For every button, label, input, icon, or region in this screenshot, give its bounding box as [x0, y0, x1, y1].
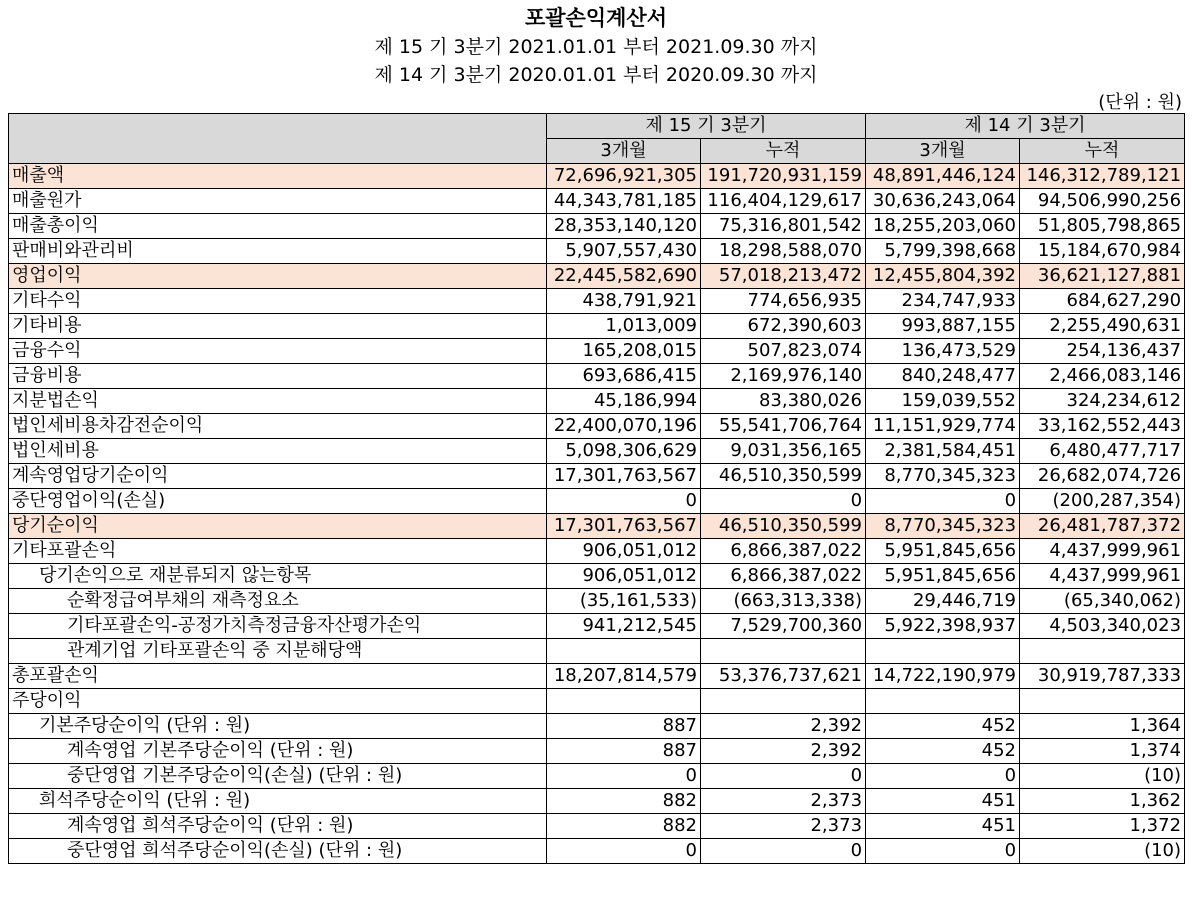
- value-cell: 2,255,490,631: [1020, 314, 1185, 339]
- income-statement-table: [8, 113, 1185, 864]
- table-row: [9, 689, 1185, 714]
- row-label: 당기순이익: [9, 514, 547, 539]
- table-row: [9, 189, 1185, 214]
- value-cell: 191,720,931,159: [701, 164, 866, 189]
- value-cell: [1020, 689, 1185, 714]
- prior-period: 제 14 기 3분기 2020.01.01 부터 2020.09.30 까지: [374, 64, 818, 86]
- row-label: 주당이익: [9, 689, 547, 714]
- table-row: [9, 289, 1185, 314]
- row-label: 계속영업 희석주당순이익 (단위 : 원): [9, 814, 547, 839]
- value-cell: 1,374: [1020, 739, 1185, 764]
- value-cell: 14,722,190,979: [866, 664, 1020, 689]
- table-row: [9, 439, 1185, 464]
- row-label: 중단영업 기본주당순이익(손실) (단위 : 원): [9, 764, 547, 789]
- value-cell: 882: [547, 789, 701, 814]
- value-cell: 2,381,584,451: [866, 439, 1020, 464]
- row-label: 총포괄손익: [9, 664, 547, 689]
- value-cell: (663,313,338): [701, 589, 866, 614]
- value-cell: 83,380,026: [701, 389, 866, 414]
- value-cell: 2,392: [701, 739, 866, 764]
- value-cell: 44,343,781,185: [547, 189, 701, 214]
- value-cell: 53,376,737,621: [701, 664, 866, 689]
- value-cell: 18,255,203,060: [866, 214, 1020, 239]
- value-cell: 2,466,083,146: [1020, 364, 1185, 389]
- value-cell: 12,455,804,392: [866, 264, 1020, 289]
- current-period: 제 15 기 3분기 2021.01.01 부터 2021.09.30 까지: [374, 36, 818, 58]
- value-cell: 5,907,557,430: [547, 239, 701, 264]
- group-header-current: 제 15 기 3분기: [547, 114, 866, 139]
- value-cell: 75,316,801,542: [701, 214, 866, 239]
- row-label: 매출원가: [9, 189, 547, 214]
- value-cell: 29,446,719: [866, 589, 1020, 614]
- table-row: [9, 589, 1185, 614]
- value-cell: 5,951,845,656: [866, 539, 1020, 564]
- table-row: [9, 464, 1185, 489]
- value-cell: [547, 689, 701, 714]
- value-cell: 882: [547, 814, 701, 839]
- value-cell: 36,621,127,881: [1020, 264, 1185, 289]
- table-row: [9, 339, 1185, 364]
- value-cell: 684,627,290: [1020, 289, 1185, 314]
- value-cell: [866, 639, 1020, 664]
- row-label: 기타수익: [9, 289, 547, 314]
- value-cell: 26,682,074,726: [1020, 464, 1185, 489]
- value-cell: 18,298,588,070: [701, 239, 866, 264]
- group-header-prior: 제 14 기 3분기: [866, 114, 1185, 139]
- table-row: [9, 839, 1185, 864]
- value-cell: 4,503,340,023: [1020, 614, 1185, 639]
- value-cell: 672,390,603: [701, 314, 866, 339]
- value-cell: 51,805,798,865: [1020, 214, 1185, 239]
- value-cell: 5,799,398,668: [866, 239, 1020, 264]
- value-cell: [1020, 639, 1185, 664]
- row-label: 지분법손익: [9, 389, 547, 414]
- value-cell: 159,039,552: [866, 389, 1020, 414]
- value-cell: 4,437,999,961: [1020, 564, 1185, 589]
- value-cell: 906,051,012: [547, 564, 701, 589]
- value-cell: 5,951,845,656: [866, 564, 1020, 589]
- value-cell: [547, 639, 701, 664]
- table-row: [9, 614, 1185, 639]
- value-cell: [701, 639, 866, 664]
- value-cell: 0: [547, 839, 701, 864]
- value-cell: 28,353,140,120: [547, 214, 701, 239]
- value-cell: 72,696,921,305: [547, 164, 701, 189]
- row-label: 매출총이익: [9, 214, 547, 239]
- value-cell: 438,791,921: [547, 289, 701, 314]
- value-cell: 11,151,929,774: [866, 414, 1020, 439]
- value-cell: 324,234,612: [1020, 389, 1185, 414]
- row-label: 금융비용: [9, 364, 547, 389]
- value-cell: 887: [547, 714, 701, 739]
- value-cell: 26,481,787,372: [1020, 514, 1185, 539]
- row-label: 관계기업 기타포괄손익 중 지분해당액: [9, 639, 547, 664]
- table-row: [9, 639, 1185, 664]
- table-row: [9, 239, 1185, 264]
- row-label: 중단영업 희석주당순이익(손실) (단위 : 원): [9, 839, 547, 864]
- row-label: 계속영업당기순이익: [9, 464, 547, 489]
- value-cell: 6,866,387,022: [701, 564, 866, 589]
- row-label: 판매비와관리비: [9, 239, 547, 264]
- value-cell: (35,161,533): [547, 589, 701, 614]
- value-cell: 6,480,477,717: [1020, 439, 1185, 464]
- value-cell: 0: [547, 764, 701, 789]
- value-cell: 254,136,437: [1020, 339, 1185, 364]
- table-row: [9, 539, 1185, 564]
- row-label: 법인세비용차감전순이익: [9, 414, 547, 439]
- table-row: [9, 164, 1185, 189]
- table-row: [9, 739, 1185, 764]
- row-label: 금융수익: [9, 339, 547, 364]
- value-cell: [866, 689, 1020, 714]
- table-row: [9, 564, 1185, 589]
- table-row: [9, 214, 1185, 239]
- value-cell: 94,506,990,256: [1020, 189, 1185, 214]
- value-cell: 57,018,213,472: [701, 264, 866, 289]
- value-cell: 0: [701, 764, 866, 789]
- value-cell: 2,373: [701, 789, 866, 814]
- table-row: [9, 414, 1185, 439]
- value-cell: 0: [547, 489, 701, 514]
- value-cell: 30,636,243,064: [866, 189, 1020, 214]
- value-cell: 452: [866, 714, 1020, 739]
- table-row: [9, 714, 1185, 739]
- table-row: [9, 314, 1185, 339]
- value-cell: (10): [1020, 764, 1185, 789]
- value-cell: 4,437,999,961: [1020, 539, 1185, 564]
- value-cell: 1,362: [1020, 789, 1185, 814]
- unit-label: (단위 : 원): [1098, 92, 1182, 113]
- value-cell: (10): [1020, 839, 1185, 864]
- value-cell: 1,372: [1020, 814, 1185, 839]
- value-cell: 165,208,015: [547, 339, 701, 364]
- value-cell: 452: [866, 739, 1020, 764]
- value-cell: 941,212,545: [547, 614, 701, 639]
- row-label: 법인세비용: [9, 439, 547, 464]
- statement-title: 포괄손익계산서: [524, 6, 667, 30]
- value-cell: 5,098,306,629: [547, 439, 701, 464]
- subcol-header: 누적: [1020, 139, 1185, 164]
- value-cell: (200,287,354): [1020, 489, 1185, 514]
- value-cell: 0: [701, 489, 866, 514]
- table-row: [9, 764, 1185, 789]
- row-label: 기타포괄손익-공정가치측정금융자산평가손익: [9, 614, 547, 639]
- value-cell: 33,162,552,443: [1020, 414, 1185, 439]
- value-cell: 46,510,350,599: [701, 464, 866, 489]
- value-cell: 234,747,933: [866, 289, 1020, 314]
- row-label: 중단영업이익(손실): [9, 489, 547, 514]
- table-row: [9, 664, 1185, 689]
- row-label: 매출액: [9, 164, 547, 189]
- table-row: [9, 489, 1185, 514]
- value-cell: 18,207,814,579: [547, 664, 701, 689]
- value-cell: 887: [547, 739, 701, 764]
- value-cell: 2,392: [701, 714, 866, 739]
- value-cell: 0: [701, 839, 866, 864]
- row-label: 당기손익으로 재분류되지 않는항목: [9, 564, 547, 589]
- value-cell: 17,301,763,567: [547, 464, 701, 489]
- value-cell: 146,312,789,121: [1020, 164, 1185, 189]
- subcol-header: 3개월: [547, 139, 701, 164]
- value-cell: 9,031,356,165: [701, 439, 866, 464]
- value-cell: 15,184,670,984: [1020, 239, 1185, 264]
- subcol-header: 3개월: [866, 139, 1020, 164]
- value-cell: 5,922,398,937: [866, 614, 1020, 639]
- row-label: 희석주당순이익 (단위 : 원): [9, 789, 547, 814]
- value-cell: 22,400,070,196: [547, 414, 701, 439]
- value-cell: 8,770,345,323: [866, 464, 1020, 489]
- table-row: [9, 264, 1185, 289]
- row-label: 기타포괄손익: [9, 539, 547, 564]
- table-row: [9, 789, 1185, 814]
- value-cell: 993,887,155: [866, 314, 1020, 339]
- row-label: 순확정급여부채의 재측정요소: [9, 589, 547, 614]
- value-cell: 1,013,009: [547, 314, 701, 339]
- value-cell: 46,510,350,599: [701, 514, 866, 539]
- value-cell: 30,919,787,333: [1020, 664, 1185, 689]
- table-row: [9, 364, 1185, 389]
- value-cell: (65,340,062): [1020, 589, 1185, 614]
- value-cell: 840,248,477: [866, 364, 1020, 389]
- label-header: [9, 114, 547, 164]
- value-cell: 451: [866, 814, 1020, 839]
- value-cell: 7,529,700,360: [701, 614, 866, 639]
- row-label: 계속영업 기본주당순이익 (단위 : 원): [9, 739, 547, 764]
- value-cell: 0: [866, 839, 1020, 864]
- value-cell: 906,051,012: [547, 539, 701, 564]
- row-label: 기본주당순이익 (단위 : 원): [9, 714, 547, 739]
- value-cell: 693,686,415: [547, 364, 701, 389]
- table-body: [9, 164, 1185, 864]
- value-cell: 48,891,446,124: [866, 164, 1020, 189]
- value-cell: 0: [866, 764, 1020, 789]
- value-cell: 451: [866, 789, 1020, 814]
- table-row: [9, 389, 1185, 414]
- value-cell: 45,186,994: [547, 389, 701, 414]
- row-label: 영업이익: [9, 264, 547, 289]
- table-row: [9, 814, 1185, 839]
- value-cell: 2,169,976,140: [701, 364, 866, 389]
- value-cell: 2,373: [701, 814, 866, 839]
- value-cell: 22,445,582,690: [547, 264, 701, 289]
- value-cell: 136,473,529: [866, 339, 1020, 364]
- value-cell: 1,364: [1020, 714, 1185, 739]
- value-cell: 8,770,345,323: [866, 514, 1020, 539]
- value-cell: 507,823,074: [701, 339, 866, 364]
- value-cell: 774,656,935: [701, 289, 866, 314]
- row-label: 기타비용: [9, 314, 547, 339]
- value-cell: 116,404,129,617: [701, 189, 866, 214]
- value-cell: 6,866,387,022: [701, 539, 866, 564]
- value-cell: [701, 689, 866, 714]
- value-cell: 17,301,763,567: [547, 514, 701, 539]
- table-row: [9, 514, 1185, 539]
- value-cell: 0: [866, 489, 1020, 514]
- value-cell: 55,541,706,764: [701, 414, 866, 439]
- subcol-header: 누적: [701, 139, 866, 164]
